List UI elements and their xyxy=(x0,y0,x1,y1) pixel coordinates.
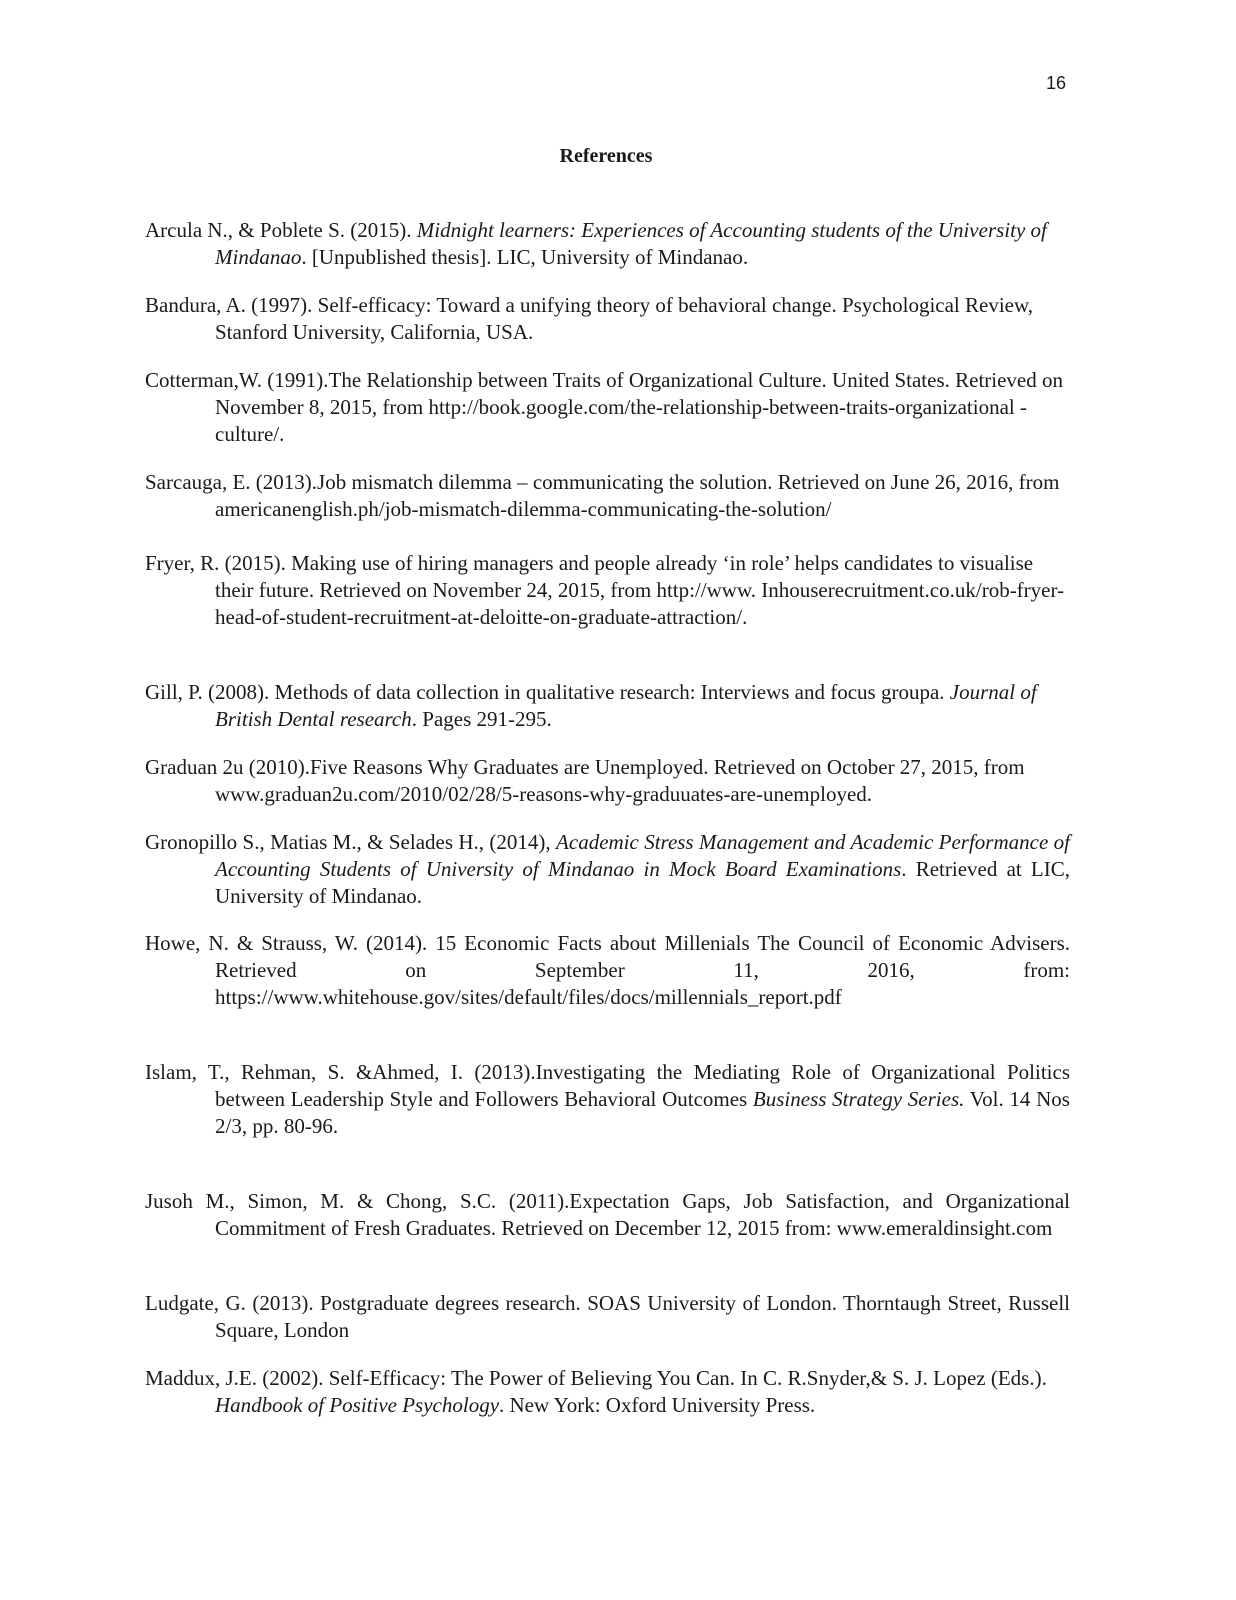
reference-entry: Howe, N. & Strauss, W. (2014). 15 Economic Facts about Millenials The Council of Economic Advisers. Retrieved on September 11, 2016, from: https://www.whitehouse.gov/sites/default/files/docs/millennials_report.pdf xyxy=(145,931,1070,1009)
page-number: 16 xyxy=(1046,73,1067,93)
page-title: References xyxy=(559,145,653,167)
reference-entry: Bandura, A. (1997). Self-efficacy: Toward a unifying theory of behavioral change. Psychological Review, Stanford University, California, USA. xyxy=(145,293,1034,344)
reference-entry: Sarcauga, E. (2013).Job mismatch dilemma – communicating the solution. Retrieved on June 26, 2016, from americanenglish.ph/job-mismatch-dilemma-communicating-the-solution/ xyxy=(145,470,1060,521)
reference-entry: Islam, T., Rehman, S. &Ahmed, I. (2013).Investigating the Mediating Role of Organizational Politics between Leadership Style and Followers Behavioral Outcomes Business Strategy Series. Vol. 14 Nos 2/3, pp. 80-96. xyxy=(145,1060,1070,1138)
reference-entry: Maddux, J.E. (2002). Self-Efficacy: The Power of Believing You Can. In C. R.Snyder,& S. J. Lopez (Eds.). Handbook of Positive Psychology. New York: Oxford University Press. xyxy=(145,1366,1047,1417)
reference-entry: Graduan 2u (2010).Five Reasons Why Graduates are Unemployed. Retrieved on October 27, 2015, from www.graduan2u.com/2010/02/28/5-reasons-why-graduuates-are-unemployed. xyxy=(145,755,1025,806)
reference-entry: Arcula N., & Poblete S. (2015). Midnight learners: Experiences of Accounting students of the University of Mindanao. [Unpublished thesis]. LIC, University of Mindanao. xyxy=(145,218,1047,269)
reference-entry: Gronopillo S., Matias M., & Selades H., (2014), Academic Stress Management and Academic Performance of Accounting Students of University of Mindanao in Mock Board Examinations. Retrieved at LIC, University of Mindanao. xyxy=(145,830,1071,908)
reference-entry: Cotterman,W. (1991).The Relationship between Traits of Organizational Culture. United States. Retrieved on November 8, 2015, from http://book.google.com/the-relationship-between-traits-organizational -culture/. xyxy=(145,368,1063,446)
reference-entry: Fryer, R. (2015). Making use of hiring managers and people already ‘in role’ helps candidates to visualise their future. Retrieved on November 24, 2015, from http://www. Inhouserecruitment.co.uk/rob-fryer-head-of-student-recruitment-at-deloitte-on-graduate-attraction/. xyxy=(145,551,1065,629)
reference-entry: Ludgate, G. (2013). Postgraduate degrees research. SOAS University of London. Thorntaugh Street, Russell Square, London xyxy=(145,1291,1070,1342)
reference-entry: Gill, P. (2008). Methods of data collection in qualitative research: Interviews and focus groupa. Journal of British Dental research. Pages 291-295. xyxy=(145,680,1037,731)
reference-entry: Jusoh M., Simon, M. & Chong, S.C. (2011).Expectation Gaps, Job Satisfaction, and Organizational Commitment of Fresh Graduates. Retrieved on December 12, 2015 from: www.emeraldinsight.com xyxy=(145,1189,1070,1240)
